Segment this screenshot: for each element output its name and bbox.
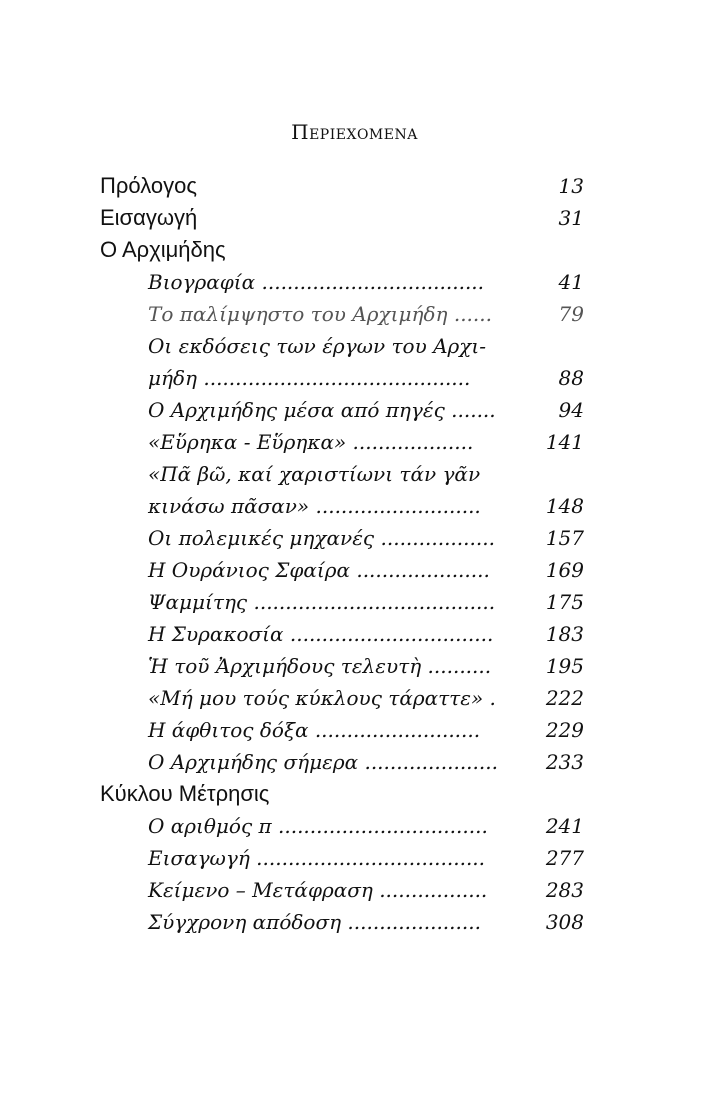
toc-entry-page: 195 [545,654,584,678]
toc-entry-label: Ψαμμίτης ...................................... [148,590,496,614]
toc-entry [100,426,584,458]
toc-entry-page: 148 [545,494,584,518]
toc-entry-label: Πρόλογος [100,173,197,198]
toc-entry-label: Κύκλου Μέτρησις [100,781,270,806]
toc-entry-label: «Πᾶ βῶ, καί χαριστίωνι τάν γᾶν [148,462,481,486]
toc-entry [100,618,584,650]
toc-entry-page: 308 [545,910,584,934]
toc-entry-page: 13 [558,174,584,198]
toc-entry-label: Το παλίμψηστο του Αρχιμήδη ...... [148,302,492,326]
toc-entry-page: 31 [558,206,584,230]
table-of-contents [100,170,584,938]
toc-entry-page: 183 [545,622,584,646]
toc-entry-label: Ο Αρχιμήδης μέσα από πηγές ....... [148,398,496,422]
toc-entry [100,362,584,394]
toc-entry [100,586,584,618]
toc-entry-label: Ἡ τοῦ Ἀρχιμήδους τελευτὴ .......... [148,654,492,678]
toc-entry-page: 229 [545,718,584,742]
toc-entry-label: Οι εκδόσεις των έργων του Αρχι- [148,334,487,358]
toc-entry [100,746,584,778]
toc-entry [100,554,584,586]
toc-entry-label: Ο Αρχιμήδης σήμερα ..................... [148,750,498,774]
toc-entry-page: 141 [545,430,584,454]
toc-entry [100,650,584,682]
toc-entry-label: Σύγχρονη απόδοση ..................... [148,910,481,934]
toc-entry [100,842,584,874]
toc-entry-page: 169 [545,558,584,582]
toc-entry-page: 233 [545,750,584,774]
page-title: Περιεχομενα [291,120,418,144]
toc-entry [100,714,584,746]
toc-entry-label: κινάσω πᾶσαν» .......................... [148,494,481,518]
toc-entry [100,522,584,554]
toc-entry-page: 222 [545,686,584,710]
toc-entry-label: Ο Αρχιμήδης [100,237,226,262]
toc-entry [100,234,584,266]
toc-entry-page: 157 [545,526,584,550]
toc-entry [100,810,584,842]
toc-entry-page: 175 [545,590,584,614]
toc-entry-label: Εισαγωγή [100,205,198,230]
toc-entry [100,298,584,330]
toc-entry-page: 277 [545,846,584,870]
toc-entry-label: Η Ουράνιος Σφαίρα ..................... [148,558,490,582]
toc-entry-label: Οι πολεμικές μηχανές .................. [148,526,495,550]
toc-entry [100,266,584,298]
toc-entry-page: 241 [545,814,584,838]
toc-entry-label: Κείμενο – Μετάφραση ................. [148,878,488,902]
toc-entry [100,682,584,714]
toc-entry [100,170,584,202]
toc-entry-page: 41 [558,270,584,294]
toc-entry-label: Ο αριθμός π ................................. [148,814,488,838]
toc-entry-label: «Μή μου τούς κύκλους τάραττε» . [148,686,496,710]
toc-entry-page: 79 [558,302,584,326]
toc-entry [100,874,584,906]
toc-entry-page: 88 [558,366,584,390]
toc-entry [100,330,584,362]
toc-entry [100,394,584,426]
toc-entry [100,906,584,938]
toc-entry-label: Εισαγωγή .................................... [148,846,486,870]
toc-entry-label: Η άφθιτος δόξα .......................... [148,718,481,742]
toc-entry-label: Η Συρακοσία ................................ [148,622,494,646]
toc-entry-label: «Εὕρηκα - Εὕρηκα» ................... [148,430,474,454]
toc-entry [100,458,584,490]
toc-entry-page: 94 [558,398,584,422]
toc-entry-label: Βιογραφία ................................... [148,270,485,294]
toc-entry-page: 283 [545,878,584,902]
toc-entry [100,202,584,234]
toc-entry [100,490,584,522]
toc-entry [100,778,584,810]
toc-entry-label: μήδη .......................................... [148,366,471,390]
